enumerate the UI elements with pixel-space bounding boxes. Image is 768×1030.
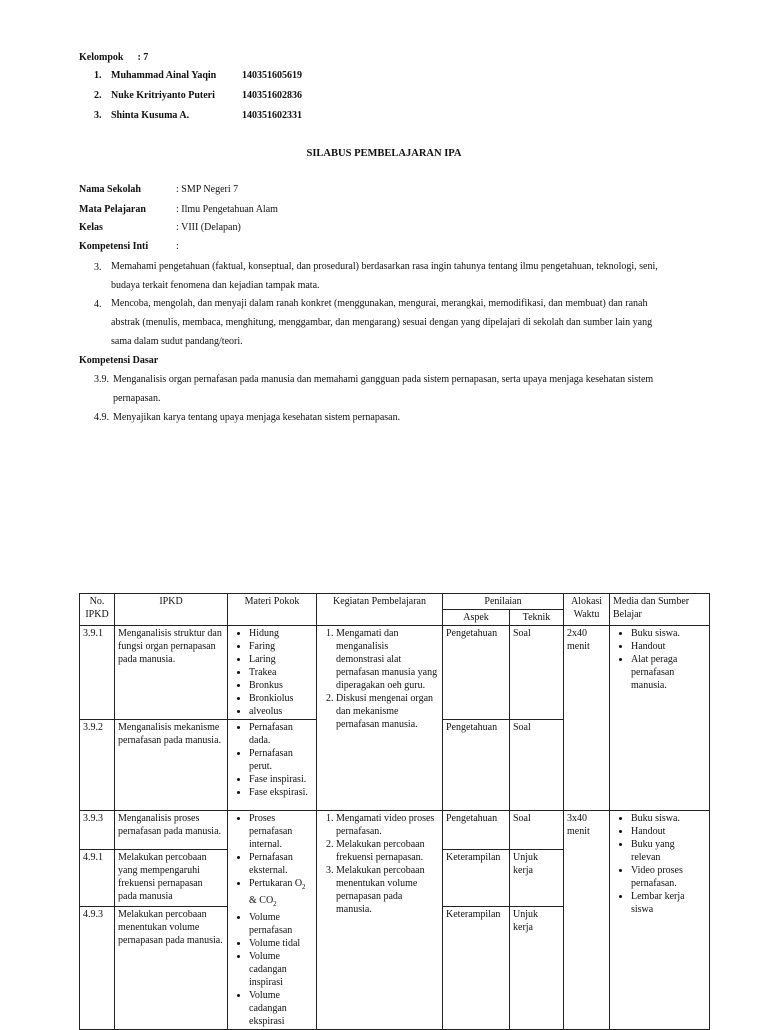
cell-teknik: Unjuk kerja bbox=[510, 849, 564, 906]
list-item: 1. Mengamati video proses pernafasan. bbox=[336, 812, 439, 838]
info-value: : VIII (Delapan) bbox=[176, 222, 241, 233]
list-item: 2. Diskusi mengenai organ dan mekanisme pernafasan manusia. bbox=[336, 692, 439, 731]
member-name: Shinta Kusuma A. bbox=[111, 110, 190, 121]
info-label: Nama Sekolah bbox=[79, 184, 141, 195]
ki-item: Mencoba, mengolah, dan menyaji dalam ranah konkret (menggunakan, mengurai, merangkai, memodifikasi, dan membuat) dan ranah abstrak (menulis, membaca, menghitung, menggambar, dan mengarang) sesuai dengan yang dipelajari di sekolah dan sumber lain yang sama dalam sudut pandang/teori. bbox=[111, 298, 653, 347]
list-item: • Fase ekspirasi. bbox=[249, 786, 313, 799]
info-label: Kompetensi Inti bbox=[79, 241, 149, 252]
info-value: : SMP Negeri 7 bbox=[176, 184, 239, 195]
list-item: • Volume cadangan inspirasi bbox=[249, 950, 313, 989]
info-value: : Ilmu Pengetahuan Alam bbox=[176, 204, 278, 215]
list-item: • Bronkus bbox=[249, 679, 313, 692]
list-item: • Pernafasan dada. bbox=[249, 721, 313, 747]
list-item: • Volume cadangan ekspirasi bbox=[249, 989, 313, 1028]
cell-ipkd: Menganalisis proses pernafasan pada manusia. bbox=[115, 811, 228, 850]
list-item: • Hidung bbox=[249, 627, 313, 640]
list-item: • Handout bbox=[631, 825, 706, 838]
header-media: Media dan Sumber Belajar bbox=[610, 594, 710, 626]
cell-teknik: Soal bbox=[510, 626, 564, 720]
group-label: Kelompok : 7 bbox=[79, 52, 149, 63]
header-teknik: Teknik bbox=[510, 610, 564, 626]
table-header-row bbox=[80, 594, 710, 610]
list-item: • Video proses pernafasan. bbox=[631, 864, 706, 890]
list-item: • Pertukaran $O_2$ & $CO_2$ bbox=[249, 877, 313, 911]
list-item: • Lembar kerja siswa bbox=[631, 890, 706, 916]
ki-item: Memahami pengetahuan (faktual, konseptual, dan prosedural) berdasarkan rasa ingin tahunya tentang ilmu pengetahuan, teknologi, seni, budaya terkait fenomena dan kejadian tampak mata. bbox=[111, 261, 658, 291]
cell-aspek: Keterampilan bbox=[443, 849, 510, 906]
document-title: SILABUS PEMBELAJARAN IPA bbox=[306, 148, 462, 159]
member-id: 140351602331 bbox=[242, 110, 302, 121]
member-row: 3. bbox=[94, 110, 102, 121]
cell-teknik: Soal bbox=[510, 720, 564, 811]
member-id: 140351602836 bbox=[242, 90, 302, 101]
kd-number: 4.9. bbox=[94, 412, 109, 423]
ki-number: 3. bbox=[94, 262, 102, 273]
kd-item: Menganalisis organ pernafasan pada manusia dan memahami gangguan pada sistem pernapasan, serta upaya menjaga kesehatan sistem pernapasan. bbox=[113, 374, 654, 404]
header-penilaian: Penilaian bbox=[443, 594, 564, 610]
cell-no: 4.9.1 bbox=[80, 849, 115, 906]
list-item: • Alat peraga pernafasan manusia. bbox=[631, 653, 706, 692]
list-item: 2. Melakukan percobaan frekuensi pernapasan. bbox=[336, 838, 439, 864]
list-item: • Handout bbox=[631, 640, 706, 653]
list-item: • Pernafasan eksternal. bbox=[249, 851, 313, 877]
info-label: Kelas bbox=[79, 222, 103, 233]
cell-no: 3.9.2 bbox=[80, 720, 115, 811]
list-item: • Volume tidal bbox=[249, 937, 313, 950]
list-item: • Faring bbox=[249, 640, 313, 653]
member-name: Nuke Kritriyanto Puteri bbox=[111, 90, 215, 101]
list-item: • Proses pernafasan internal. bbox=[249, 812, 313, 851]
list-item: • Fase inspirasi. bbox=[249, 773, 313, 786]
cell-aspek: Pengetahuan bbox=[443, 626, 510, 720]
list-item: • Volume pernafasan bbox=[249, 911, 313, 937]
cell-no: 4.9.3 bbox=[80, 906, 115, 1029]
cell-aspek: Keterampilan bbox=[443, 906, 510, 1029]
info-value: : bbox=[176, 241, 179, 252]
cell-kegiatan bbox=[317, 626, 443, 811]
header-kegiatan: Kegiatan Pembelajaran bbox=[317, 594, 443, 626]
cell-ipkd: Melakukan percobaan yang mempengaruhi frekuensi pernapasan pada manusia bbox=[115, 849, 228, 906]
list-item: 3. Melakukan percobaan menentukan volume pernapasan pada manusia. bbox=[336, 864, 439, 916]
header-ipkd: IPKD bbox=[115, 594, 228, 626]
cell-ipkd: Menganalisis struktur dan fungsi organ pernapasan pada manusia. bbox=[115, 626, 228, 720]
header-aspek: Aspek bbox=[443, 610, 510, 626]
list-item: • Laring bbox=[249, 653, 313, 666]
list-item: • Pernafasan perut. bbox=[249, 747, 313, 773]
ki-number: 4. bbox=[94, 299, 102, 310]
cell-ipkd: Melakukan percobaan menentukan volume pernapasan pada manusia. bbox=[115, 906, 228, 1029]
cell-materi bbox=[228, 811, 317, 1030]
table-row bbox=[80, 811, 710, 850]
syllabus-table bbox=[79, 593, 710, 1030]
cell-media bbox=[610, 626, 710, 811]
cell-alokasi: 3x40 menit bbox=[564, 811, 610, 1030]
member-name: Muhammad Ainal Yaqin bbox=[111, 70, 217, 81]
list-item: • Buku yang relevan bbox=[631, 838, 706, 864]
member-id: 140351605619 bbox=[242, 70, 302, 81]
header-materi: Materi Pokok bbox=[228, 594, 317, 626]
kd-number: 3.9. bbox=[94, 374, 109, 385]
member-row: 2. bbox=[94, 90, 102, 101]
cell-media bbox=[610, 811, 710, 1030]
cell-teknik: Unjuk kerja bbox=[510, 906, 564, 1029]
cell-no: 3.9.1 bbox=[80, 626, 115, 720]
list-item: • Bronkiolus bbox=[249, 692, 313, 705]
cell-materi bbox=[228, 626, 317, 720]
list-item: • Trakea bbox=[249, 666, 313, 679]
member-row: 1. bbox=[94, 70, 102, 81]
list-item: • alveolus bbox=[249, 705, 313, 718]
table-row bbox=[80, 626, 710, 720]
cell-aspek: Pengetahuan bbox=[443, 720, 510, 811]
list-item: • Buku siswa. bbox=[631, 812, 706, 825]
cell-aspek: Pengetahuan bbox=[443, 811, 510, 850]
list-item: • Buku siswa. bbox=[631, 627, 706, 640]
cell-alokasi: 2x40 menit bbox=[564, 626, 610, 811]
kd-item: Menyajikan karya tentang upaya menjaga kesehatan sistem pernapasan. bbox=[113, 412, 401, 423]
list-item: 1. Mengamati dan menganalisis demonstrasi alat pernafasan manusia yang diperagakan oeh guru. bbox=[336, 627, 439, 692]
header-alokasi: Alokasi Waktu bbox=[564, 594, 610, 626]
cell-kegiatan bbox=[317, 811, 443, 1030]
cell-ipkd: Menganalisis mekanisme pernafasan pada manusia. bbox=[115, 720, 228, 811]
cell-no: 3.9.3 bbox=[80, 811, 115, 850]
header-no: No. IPKD bbox=[80, 594, 115, 626]
cell-materi bbox=[228, 720, 317, 811]
kd-label: Kompetensi Dasar bbox=[79, 355, 159, 366]
info-label: Mata Pelajaran bbox=[79, 204, 146, 215]
cell-teknik: Soal bbox=[510, 811, 564, 850]
